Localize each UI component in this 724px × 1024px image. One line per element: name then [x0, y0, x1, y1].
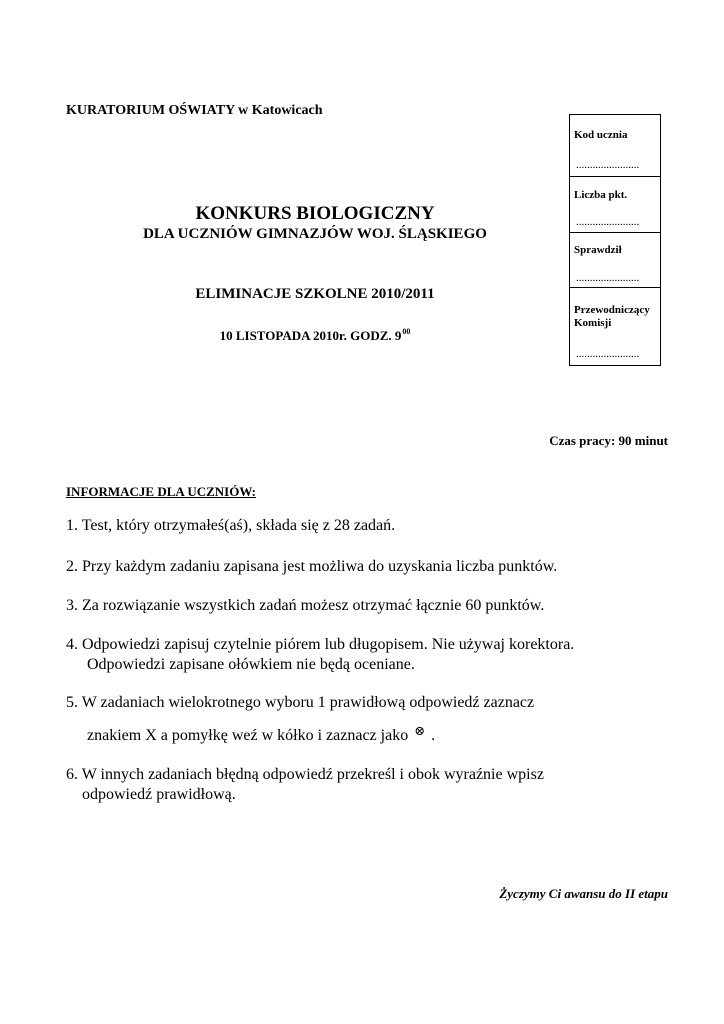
info-item-line: 1. Test, który otrzymałeś(aś), składa się z 28 zadań.	[66, 517, 396, 534]
work-time: Czas pracy: 90 minut	[549, 433, 668, 448]
competition-subtitle: DLA UCZNIÓW GIMNAZJÓW WOJ. ŚLĄSKIEGO	[143, 226, 487, 242]
info-item-continuation	[66, 721, 534, 746]
score-box	[569, 114, 661, 366]
student-code-blank: .......................	[576, 159, 640, 171]
checked-by-blank: .......................	[576, 272, 640, 284]
committee-chair-field	[570, 288, 660, 367]
info-item	[66, 693, 534, 746]
info-item-continuation-text: znakiem X a pomyłkę weź w kółko i zaznacz jako	[87, 727, 409, 744]
info-item-line: 2. Przy każdym zadaniu zapisana jest możliwa do uzyskania liczba punktów.	[66, 558, 558, 575]
committee-chair-label-line1: Przewodniczący	[574, 304, 650, 316]
competition-title: KONKURS BIOLOGICZNY	[195, 203, 435, 224]
info-item-line: 6. W innych zadaniach błędną odpowiedź przekreśl i obok wyraźnie wpisz	[66, 766, 544, 783]
info-item-period: .	[431, 727, 436, 744]
points-field	[570, 177, 660, 233]
student-code-label: Kod ucznia	[574, 129, 628, 141]
info-item-line: 3. Za rozwiązanie wszystkich zadań możesz otrzymać łącznie 60 punktów.	[66, 597, 545, 614]
circled-x-icon: ⊗	[414, 723, 426, 738]
points-blank: .......................	[576, 216, 640, 228]
info-item	[66, 596, 544, 616]
checked-by-field	[570, 233, 660, 288]
student-code-field	[570, 115, 660, 177]
committee-chair-label	[574, 304, 650, 330]
info-item	[66, 765, 544, 805]
checked-by-label: Sprawdził	[574, 244, 622, 256]
info-item-continuation: odpowiedź prawidłową.	[82, 786, 236, 803]
header-organization: KURATORIUM OŚWIATY w Katowicach	[66, 103, 323, 118]
info-item-line: 4. Odpowiedzi zapisuj czytelnie piórem lub długopisem. Nie używaj korektora.	[66, 636, 575, 653]
points-label: Liczba pkt.	[574, 189, 628, 201]
date-hour-superscript: 00	[402, 327, 411, 336]
info-item	[66, 516, 395, 536]
info-heading: INFORMACJE DLA UCZNIÓW:	[66, 484, 256, 499]
competition-date	[80, 327, 550, 344]
info-item-continuation: Odpowiedzi zapisane ołówkiem nie będą oceniane.	[87, 656, 415, 673]
info-item	[66, 635, 574, 675]
committee-chair-blank: .......................	[576, 348, 640, 360]
competition-stage: ELIMINACJE SZKOLNE 2010/2011	[195, 286, 435, 302]
committee-chair-label-line2: Komisji	[574, 317, 612, 329]
info-item-line: 5. W zadaniach wielokrotnego wyboru 1 prawidłową odpowiedź zaznacz	[66, 694, 535, 711]
info-item	[66, 557, 557, 577]
date-text: 10 LISTOPADA 2010r. GODZ. 9	[219, 328, 402, 343]
closing-wish: Życzymy Ci awansu do II etapu	[499, 886, 668, 901]
